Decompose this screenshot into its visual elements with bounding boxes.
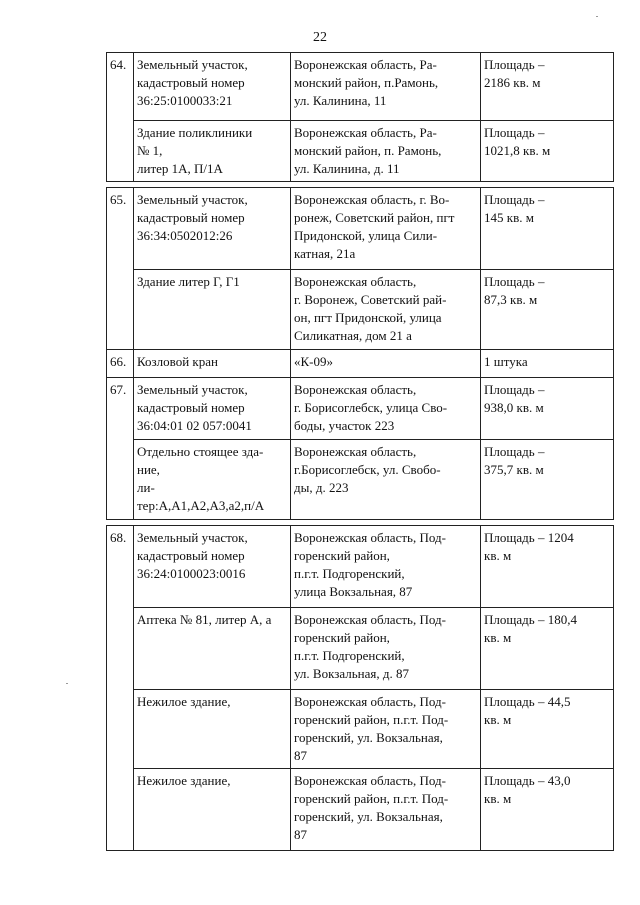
table-row (107, 378, 614, 440)
object-address: «К-09» (291, 350, 481, 378)
row-number: 68. (107, 526, 134, 851)
object-area: Площадь – 87,3 кв. м (481, 270, 614, 350)
row-number: 64. (107, 53, 134, 182)
property-table (106, 52, 614, 851)
table-row (107, 440, 614, 520)
table-row (107, 608, 614, 690)
object-address: Воронежская область, Ра- монский район, п. Рамонь, ул. Калинина, д. 11 (291, 121, 481, 182)
object-name: Здание литер Г, Г1 (134, 270, 291, 350)
object-name: Отдельно стоящее зда- ние, ли- тер:А,А1,А2,А3,а2,п/А (134, 440, 291, 520)
object-area: Площадь – 145 кв. м (481, 188, 614, 270)
object-name: Здание поликлиники № 1, литер 1А, П/1А (134, 121, 291, 182)
object-area: Площадь – 43,0 кв. м (481, 769, 614, 851)
object-name: Аптека № 81, литер А, а (134, 608, 291, 690)
object-area: Площадь – 180,4 кв. м (481, 608, 614, 690)
object-area: Площадь – 1204 кв. м (481, 526, 614, 608)
object-address: Воронежская область, Ра- монский район, п.Рамонь, ул. Калинина, 11 (291, 53, 481, 121)
table-row (107, 526, 614, 608)
table-row (107, 690, 614, 769)
object-address: Воронежская область, Под- горенский район, п.г.т. Подгоренский, ул. Вокзальная, д. 87 (291, 608, 481, 690)
scan-speck (66, 683, 68, 684)
object-name: Земельный участок, кадастровый номер 36:25:0100033:21 (134, 53, 291, 121)
table-row (107, 350, 614, 378)
object-address: Воронежская область, г. Воронеж, Советский рай- он, пгт Придонской, улица Силикатная, дом 21 а (291, 270, 481, 350)
scan-speck (596, 16, 598, 17)
table-row (107, 53, 614, 121)
object-name: Нежилое здание, (134, 769, 291, 851)
page-number: 22 (313, 30, 327, 45)
object-address: Воронежская область, Под- горенский район, п.г.т. Под- горенский, ул. Вокзальная, 87 (291, 769, 481, 851)
object-area: Площадь – 44,5 кв. м (481, 690, 614, 769)
object-area: Площадь – 2186 кв. м (481, 53, 614, 121)
object-area: Площадь – 375,7 кв. м (481, 440, 614, 520)
object-name: Земельный участок, кадастровый номер 36:24:0100023:0016 (134, 526, 291, 608)
object-name: Нежилое здание, (134, 690, 291, 769)
row-number: 65. (107, 188, 134, 350)
object-area: Площадь – 1021,8 кв. м (481, 121, 614, 182)
object-area: Площадь – 938,0 кв. м (481, 378, 614, 440)
object-address: Воронежская область, Под- горенский район, п.г.т. Подгоренский, улица Вокзальная, 87 (291, 526, 481, 608)
object-name: Земельный участок, кадастровый номер 36:34:0502012:26 (134, 188, 291, 270)
object-address: Воронежская область, г. Во- ронеж, Советский район, пгт Придонской, улица Сили- катная, 21а (291, 188, 481, 270)
table-row (107, 769, 614, 851)
object-address: Воронежская область, Под- горенский район, п.г.т. Под- горенский, ул. Вокзальная, 87 (291, 690, 481, 769)
table-row (107, 270, 614, 350)
row-number: 67. (107, 378, 134, 520)
table-row (107, 121, 614, 182)
object-name: Козловой кран (134, 350, 291, 378)
object-area: 1 штука (481, 350, 614, 378)
object-address: Воронежская область, г.Борисоглебск, ул. Свобо- ды, д. 223 (291, 440, 481, 520)
row-number: 66. (107, 350, 134, 378)
object-name: Земельный участок, кадастровый номер 36:04:01 02 057:0041 (134, 378, 291, 440)
table-row (107, 188, 614, 270)
object-address: Воронежская область, г. Борисоглебск, улица Сво- боды, участок 223 (291, 378, 481, 440)
